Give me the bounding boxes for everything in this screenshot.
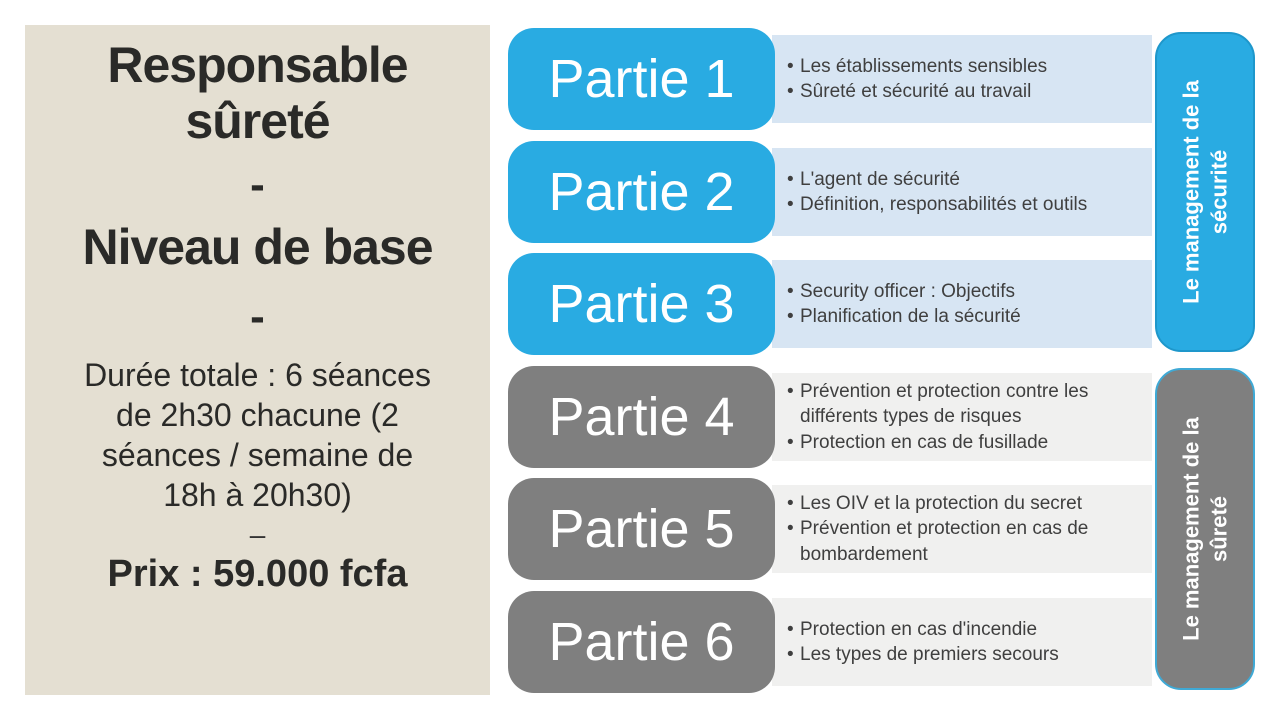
course-price: Prix : 59.000 fcfa [107, 553, 408, 595]
bullet-text: Les OIV et la protection du secret [800, 493, 1082, 515]
ribbon-management-securite-label: Le management de la sécurité [1178, 80, 1231, 304]
part-6-label: Partie 6 [548, 612, 735, 672]
bullet-icon: • [787, 644, 794, 665]
part-4-label: Partie 4 [548, 387, 735, 447]
bullet-text: Les types de premiers secours [800, 644, 1059, 665]
part-1-label: Partie 1 [548, 49, 735, 109]
part-2-label: Partie 2 [548, 162, 735, 222]
separator-dash: - [250, 292, 265, 341]
bullet-text: Security officer : Objectifs [800, 280, 1016, 302]
part-1-box [508, 28, 775, 130]
bullet-item [787, 54, 1152, 79]
bullet-item [787, 379, 1152, 429]
part-3-content [772, 260, 1152, 348]
course-info-panel [25, 25, 490, 695]
bullet-text: Prévention et protection en cas de bombardement [800, 518, 1089, 565]
course-duration: Durée totale : 6 séances de 2h30 chacune (2 séances / semaine de 18h à 20h30) [84, 357, 431, 513]
bullet-icon: • [787, 381, 794, 403]
part-5-box [508, 478, 775, 580]
bullet-item [787, 617, 1152, 642]
bullet-icon: • [787, 168, 794, 190]
bullet-text: Planification de la sécurité [800, 306, 1021, 327]
separator-dash-thin: – [249, 519, 266, 550]
bullet-icon: • [787, 280, 794, 302]
bullet-icon: • [787, 518, 794, 540]
bullet-icon: • [787, 431, 794, 453]
part-6-content [772, 598, 1152, 686]
bullet-item [787, 304, 1152, 329]
bullet-text: Définition, responsabilités et outils [800, 194, 1088, 215]
bullet-item [787, 167, 1152, 192]
bullet-icon: • [787, 306, 794, 327]
bullet-item [787, 642, 1152, 667]
part-2-box [508, 141, 775, 243]
part-2-content [772, 148, 1152, 236]
bullet-icon: • [787, 493, 794, 515]
part-6-box [508, 591, 775, 693]
part-4-content [772, 373, 1152, 461]
bullet-icon: • [787, 55, 794, 77]
bullet-text: Sûreté et sécurité au travail [800, 81, 1032, 102]
bullet-icon: • [787, 618, 794, 640]
bullet-icon: • [787, 81, 794, 102]
bullet-text: Prévention et protection contre les différents types de risques [800, 381, 1089, 428]
bullet-icon: • [787, 194, 794, 215]
part-5-label: Partie 5 [548, 499, 735, 559]
bullet-item [787, 192, 1152, 217]
bullet-item [787, 430, 1152, 455]
bullet-item [787, 516, 1152, 566]
course-title: Responsable sûreté [107, 37, 408, 149]
part-3-label: Partie 3 [548, 274, 735, 334]
bullet-item [787, 491, 1152, 516]
separator-dash: - [250, 160, 265, 209]
bullet-item [787, 279, 1152, 304]
ribbon-management-securite [1155, 32, 1255, 352]
course-level: Niveau de base [82, 219, 433, 275]
ribbon-management-surete [1155, 368, 1255, 690]
bullet-text: Protection en cas d'incendie [800, 618, 1038, 640]
bullet-item [787, 79, 1152, 104]
part-3-box [508, 253, 775, 355]
bullet-text: Les établissements sensibles [800, 55, 1048, 77]
part-5-content [772, 485, 1152, 573]
ribbon-management-surete-label: Le management de la sûreté [1178, 417, 1231, 641]
bullet-text: L'agent de sécurité [800, 168, 960, 190]
part-1-content [772, 35, 1152, 123]
bullet-text: Protection en cas de fusillade [800, 431, 1049, 453]
part-4-box [508, 366, 775, 468]
